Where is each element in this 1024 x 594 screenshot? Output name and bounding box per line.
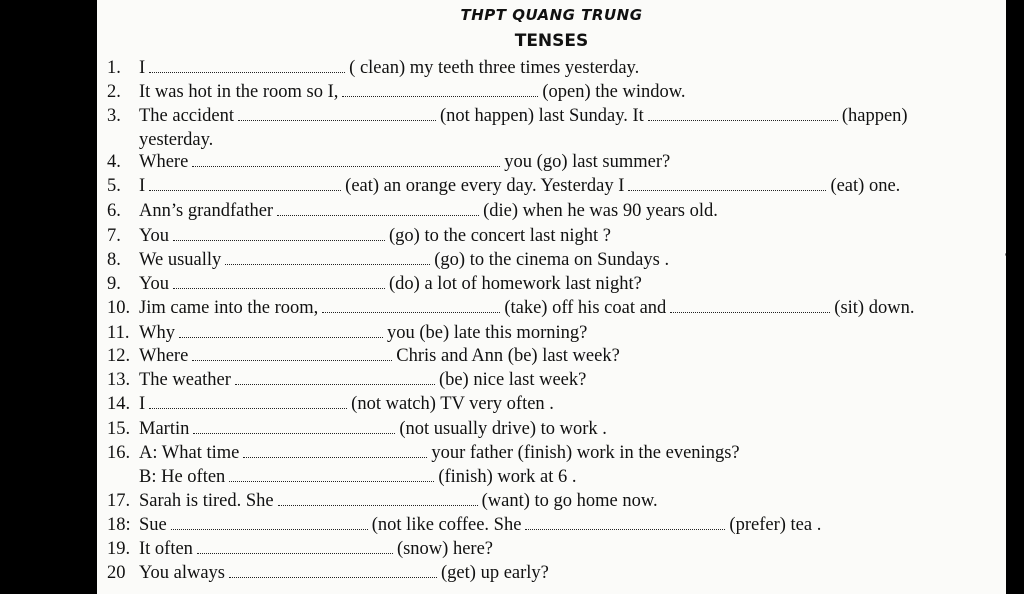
question-text: you (go) last summer? [504,152,671,172]
question-text: you (be) late this morning? [386,323,588,343]
question-text: (not happen) last Sunday. It [440,106,644,126]
question-18 [107,490,996,512]
answer-blank[interactable] [648,108,838,121]
question-text: ( clean) my teeth three times yesterday. [349,58,640,78]
answer-blank[interactable] [278,493,478,506]
answer-blank[interactable] [342,84,538,97]
question-text: (not watch) TV very often . [351,394,554,414]
question-text: (do) a lot of homework last night? [389,274,642,294]
answer-blank[interactable] [171,517,368,530]
question-number: 19. [107,539,131,559]
question-text: Sarah is tired. She [139,491,274,511]
question-11 [107,322,996,344]
question-text: (not like coffee. She [371,515,522,535]
question-number: 13. [107,370,131,390]
question-text: The accident [139,106,235,126]
question-7 [107,225,996,247]
question-text: (go) to the concert last night ? [389,226,611,246]
question-number: 17. [107,491,131,511]
question-text: Where [139,346,189,366]
answer-blank[interactable] [670,300,830,313]
scan-speck [1005,253,1006,256]
question-17 [107,466,996,488]
question-text: (finish) work at 6 . [438,467,577,487]
question-number: 4. [107,152,121,172]
question-text: Sue [139,515,167,535]
question-number: 9. [107,274,121,294]
question-text: (be) nice last week? [438,370,587,390]
answer-blank[interactable] [277,203,479,216]
question-8 [107,249,996,271]
answer-blank[interactable] [225,252,430,265]
question-4 [107,151,996,173]
question-text: (take) off his coat and [504,298,667,318]
question-text: (get) up early? [441,563,549,583]
question-2 [107,81,996,103]
question-text: (go) to the cinema on Sundays . [434,250,670,270]
question-text: It often [139,539,193,559]
worksheet-page [97,0,1006,594]
question-21 [107,562,996,584]
question-text: (die) when he was 90 years old. [483,201,718,221]
question-text: (open) the window. [542,82,686,102]
question-text: Why [139,323,175,343]
question-number: 2. [107,82,121,102]
answer-blank[interactable] [235,372,435,385]
question-number: 5. [107,176,121,196]
question-text: I [139,176,146,196]
question-9 [107,273,996,295]
question-text: You always [139,563,226,583]
question-number: 8. [107,250,121,270]
answer-blank[interactable] [173,228,385,241]
question-text: (sit) down. [834,298,915,318]
answer-blank[interactable] [149,60,345,73]
question-number: 20 [107,563,126,583]
question-10 [107,297,996,319]
worksheet-title: TENSES [514,31,589,51]
answer-blank[interactable] [238,108,436,121]
question-text: (eat) one. [830,176,901,196]
question-continuation: yesterday. [139,130,214,150]
question-20 [107,538,996,560]
answer-blank[interactable] [149,396,347,409]
answer-blank[interactable] [192,154,500,167]
question-text: I [139,58,146,78]
question-number: 6. [107,201,121,221]
answer-blank[interactable] [229,565,437,578]
answer-blank[interactable] [149,178,341,191]
question-number: 11. [107,323,130,343]
answer-blank[interactable] [197,541,393,554]
question-text: You [139,274,170,294]
question-text: (happen) [841,106,908,126]
school-name: THPT QUANG TRUNG [460,6,643,24]
question-text: (snow) here? [396,539,493,559]
question-1 [107,57,996,79]
question-text: Ann’s grandfather [139,201,274,221]
question-15 [107,418,996,440]
question-16 [107,442,996,464]
question-text: (eat) an orange every day. Yesterday I [345,176,625,196]
question-text: I [139,394,146,414]
answer-blank[interactable] [525,517,725,530]
question-text: A: What time [139,443,240,463]
question-12 [107,345,996,367]
question-text: your father (finish) work in the evenings? [431,443,740,463]
question-text: Where [139,152,189,172]
question-13 [107,369,996,391]
question-text: (prefer) tea . [729,515,822,535]
question-number: 7. [107,226,121,246]
question-text: (want) to go home now. [481,491,658,511]
answer-blank[interactable] [229,469,434,482]
question-number: 1. [107,58,121,78]
question-text: B: He often [139,467,226,487]
question-3 [107,105,996,127]
question-number: 18: [107,515,131,535]
question-6 [107,200,996,222]
answer-blank[interactable] [192,348,392,361]
answer-blank[interactable] [173,276,385,289]
question-number: 15. [107,419,131,439]
answer-blank[interactable] [243,445,427,458]
answer-blank[interactable] [628,178,826,191]
question-number: 14. [107,394,131,414]
question-number: 12. [107,346,131,366]
question-text: It was hot in the room so I, [139,82,339,102]
question-text: Chris and Ann (be) last week? [396,346,620,366]
question-text: Martin [139,419,190,439]
question-text: The weather [139,370,231,390]
question-text: Jim came into the room, [139,298,319,318]
question-number: 10. [107,298,131,318]
question-5 [107,175,996,197]
answer-blank[interactable] [322,300,500,313]
question-19 [107,514,996,536]
answer-blank[interactable] [179,325,383,338]
answer-blank[interactable] [193,421,395,434]
question-14 [107,393,996,415]
question-text: We usually [139,250,222,270]
question-text: (not usually drive) to work . [399,419,607,439]
question-text: You [139,226,170,246]
question-number: 16. [107,443,131,463]
question-number: 3. [107,106,121,126]
